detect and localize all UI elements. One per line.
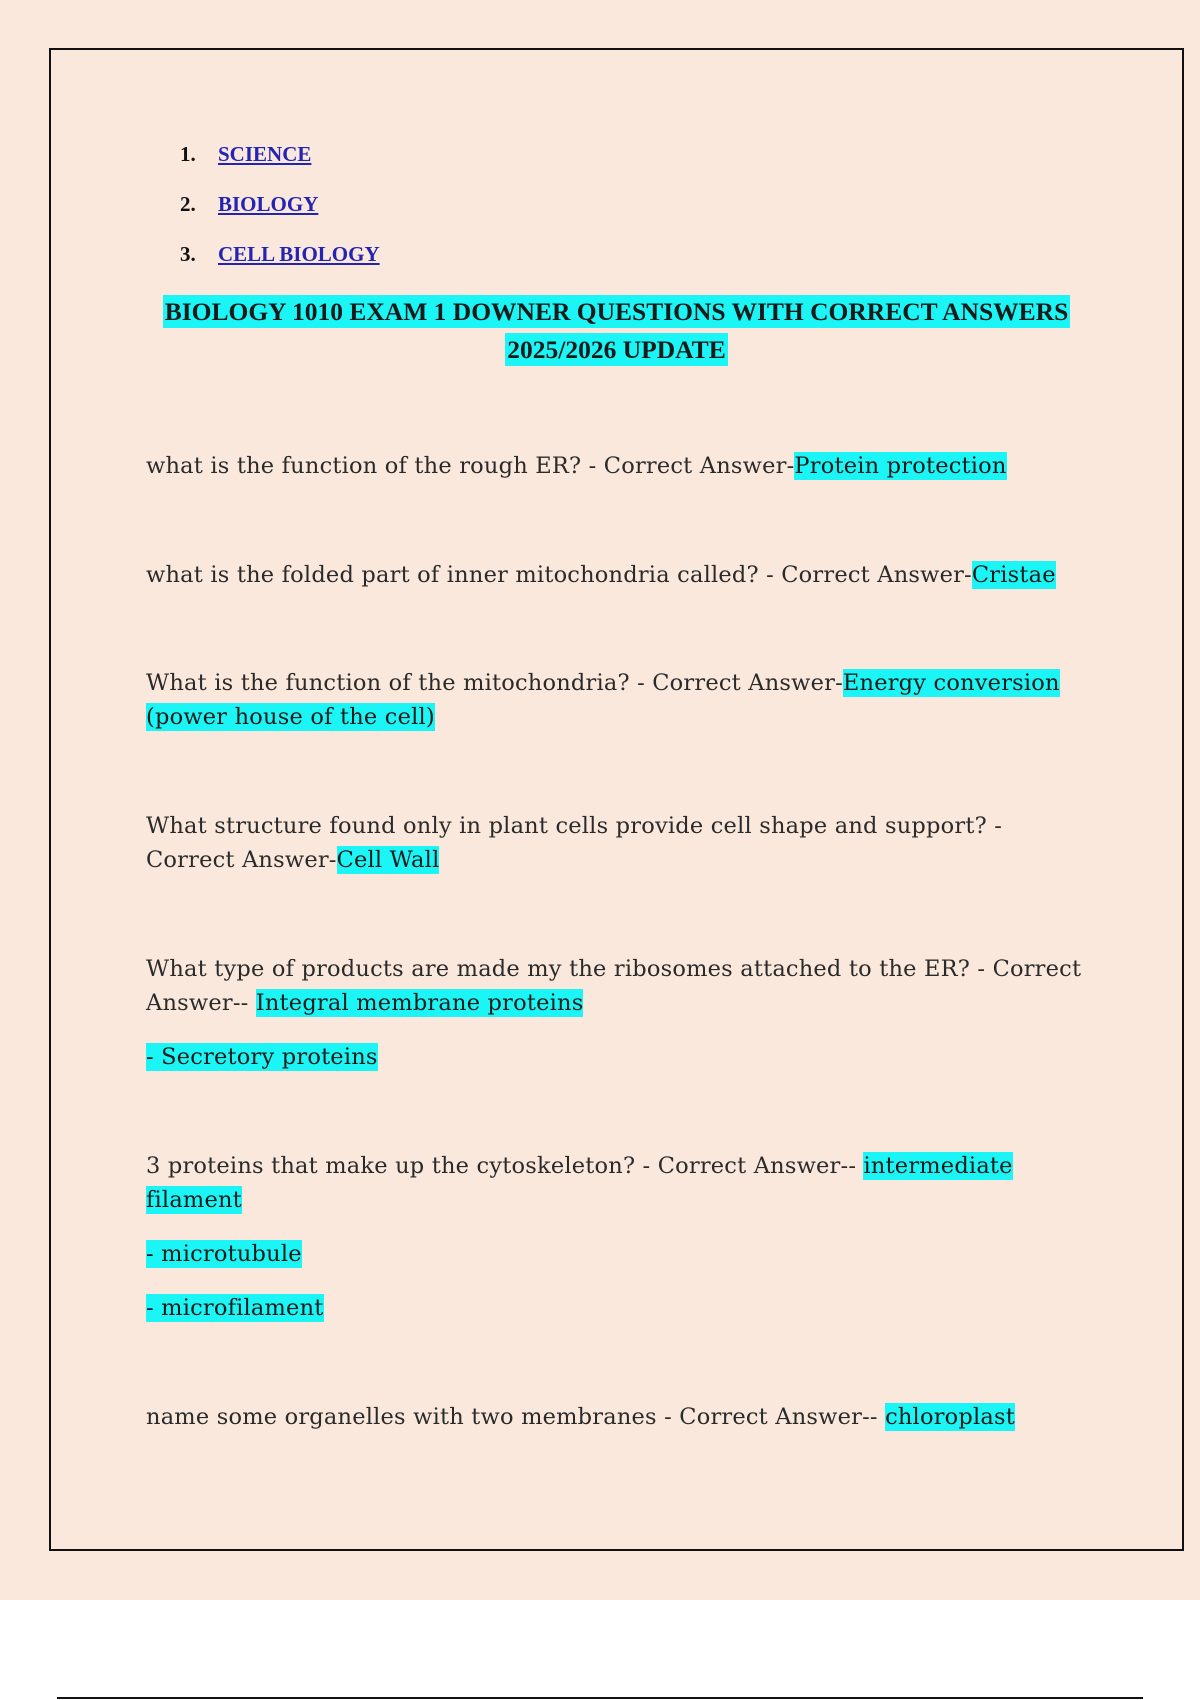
question-text: What structure found only in plant cells provide cell shape and support? - Correct Answer- <box>146 813 1003 873</box>
breadcrumb-link-biology[interactable]: BIOLOGY <box>218 192 319 216</box>
answer-text: Energy conversion (power house of the cell) <box>146 670 1060 730</box>
question-text: what is the folded part of inner mitochondria called? - Correct Answer- <box>146 562 972 588</box>
qa-item <box>146 449 1096 483</box>
qa-item <box>146 952 1096 1074</box>
answer-extra-text: - microtubule <box>146 1241 302 1267</box>
answer-text: Cell Wall <box>336 847 440 873</box>
breadcrumb-item-biology <box>180 192 380 242</box>
question-text: What is the function of the mitochondria? - Correct Answer- <box>146 670 843 696</box>
answer-text: intermediate filament <box>146 1153 1013 1213</box>
breadcrumb <box>180 142 380 292</box>
breadcrumb-number: 1. <box>180 142 196 166</box>
breadcrumb-number: 3. <box>180 242 196 266</box>
breadcrumb-link-science[interactable]: SCIENCE <box>218 142 312 166</box>
footer-divider <box>57 1697 1143 1699</box>
question-text: name some organelles with two membranes - Correct Answer-- <box>146 1404 886 1430</box>
answer-extra-text: - microfilament <box>146 1295 324 1321</box>
answer-text: chloroplast <box>885 1404 1016 1430</box>
answer-extra-text: - Secretory proteins <box>146 1044 378 1070</box>
qa-item <box>146 666 1096 734</box>
qa-item <box>146 809 1096 877</box>
breadcrumb-number: 2. <box>180 192 196 216</box>
qa-item <box>146 1400 1096 1434</box>
title-line-1: BIOLOGY 1010 EXAM 1 DOWNER QUESTIONS WITH CORRECT ANSWERS <box>164 297 1069 326</box>
breadcrumb-link-cell-biology[interactable]: CELL BIOLOGY <box>218 242 380 266</box>
question-text: What type of products are made my the ribosomes attached to the ER? - Correct Answer-- <box>146 956 1082 1016</box>
answer-text: Protein protection <box>794 453 1007 479</box>
answer-text: Integral membrane proteins <box>255 990 584 1016</box>
document-title <box>60 293 1173 369</box>
title-line-2: 2025/2026 UPDATE <box>507 335 726 364</box>
breadcrumb-item-cell-biology <box>180 242 380 292</box>
breadcrumb-item-science <box>180 142 380 192</box>
answer-text: Cristae <box>971 562 1056 588</box>
qa-item <box>146 558 1096 592</box>
qa-item <box>146 1149 1096 1325</box>
question-text: what is the function of the rough ER? - Correct Answer- <box>146 453 795 479</box>
question-text: 3 proteins that make up the cytoskeleton? - Correct Answer-- <box>146 1153 864 1179</box>
